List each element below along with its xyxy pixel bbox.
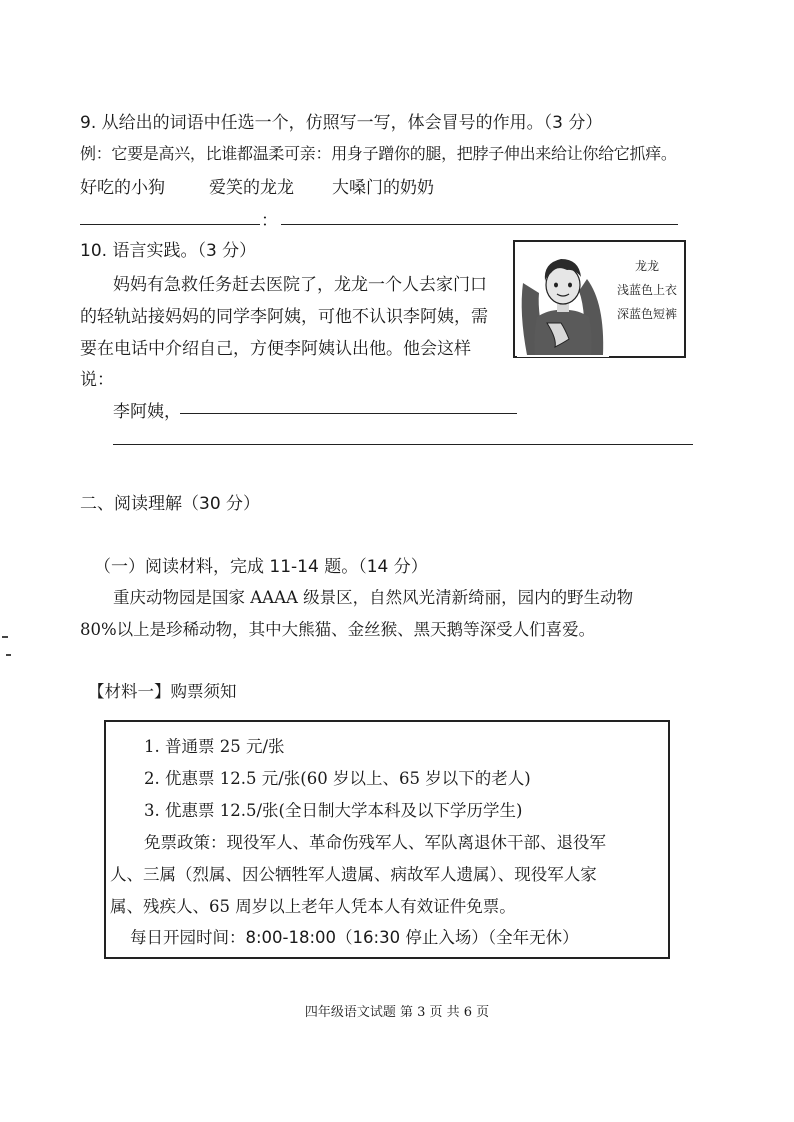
ticket-item-3: 3. 优惠票 12.5/张(全日制大学本科及以下学历学生)	[144, 801, 523, 820]
caption-shirt: 浅蓝色上衣	[616, 283, 677, 297]
q9-colon: ：	[261, 211, 278, 231]
q9-title: 9. 从给出的词语中任选一个，仿照写一写，体会冒号的作用。（3 分）	[80, 113, 603, 133]
scan-mark	[2, 636, 8, 638]
material1-title: 【材料一】购票须知	[88, 682, 237, 701]
free-policy-line-2: 人、三属（烈属、因公牺牲军人遗属、病故军人遗属）、现役军人家	[110, 865, 597, 884]
free-policy-line-1: 免票政策：现役军人、革命伤残军人、军队离退休干部、退役军	[144, 833, 606, 852]
ticket-notice-box	[104, 720, 670, 959]
q9-answer-blank-left[interactable]	[80, 224, 260, 225]
q9-option-1: 好吃的小狗	[80, 178, 165, 198]
page-footer: 四年级语文试题 第 3 页 共 6 页	[304, 1005, 490, 1020]
ticket-item-2: 2. 优惠票 12.5 元/张(60 岁以上、65 岁以下的老人)	[144, 769, 531, 788]
part1-title: （一）阅读材料，完成 11-14 题。（14 分）	[94, 557, 428, 577]
free-policy-line-3: 属、残疾人、65 周岁以上老年人凭本人有效证件免票。	[110, 897, 516, 916]
q10-line-4: 说：	[80, 370, 114, 390]
ticket-item-1: 1. 普通票 25 元/张	[144, 737, 285, 756]
intro-line-1: 重庆动物园是国家 AAAA 级景区，自然风光清新绮丽，园内的野生动物	[113, 588, 634, 607]
section2-title: 二、阅读理解（30 分）	[80, 494, 261, 514]
q10-title: 10. 语言实践。（3 分）	[80, 241, 257, 261]
q9-option-2: 爱笑的龙龙	[209, 178, 294, 198]
picture-caption	[611, 254, 683, 326]
q10-line-2: 的轻轨站接妈妈的同学李阿姨，可他不认识李阿姨，需	[80, 307, 488, 327]
caption-name: 龙龙	[634, 259, 659, 273]
intro-line-2: 80%以上是珍稀动物，其中大熊猫、金丝猴、黑天鹅等深受人们喜爱。	[80, 620, 596, 639]
caption-shorts: 深蓝色短裤	[616, 307, 677, 321]
scan-mark	[6, 654, 11, 656]
boy-illustration	[517, 243, 609, 357]
q10-answer-line-2[interactable]	[113, 444, 693, 445]
q9-option-3: 大嗓门的奶奶	[332, 178, 434, 198]
q10-line-1: 妈妈有急救任务赶去医院了，龙龙一个人去家门口	[113, 275, 487, 295]
q10-answer-line-1[interactable]	[180, 413, 517, 414]
longlong-picture	[513, 240, 686, 358]
q10-answer-prefix: 李阿姨，	[113, 402, 181, 422]
q10-line-3: 要在电话中介绍自己，方便李阿姨认出他。他会这样	[80, 339, 471, 359]
q9-example: 例：它要是高兴，比谁都温柔可亲：用身子蹭你的腿，把脖子伸出来给让你给它抓痒。	[80, 144, 677, 163]
opening-hours: 每日开园时间：8:00-18:00（16:30 停止入场）（全年无休）	[130, 928, 579, 947]
q9-answer-blank-right[interactable]	[281, 224, 678, 225]
